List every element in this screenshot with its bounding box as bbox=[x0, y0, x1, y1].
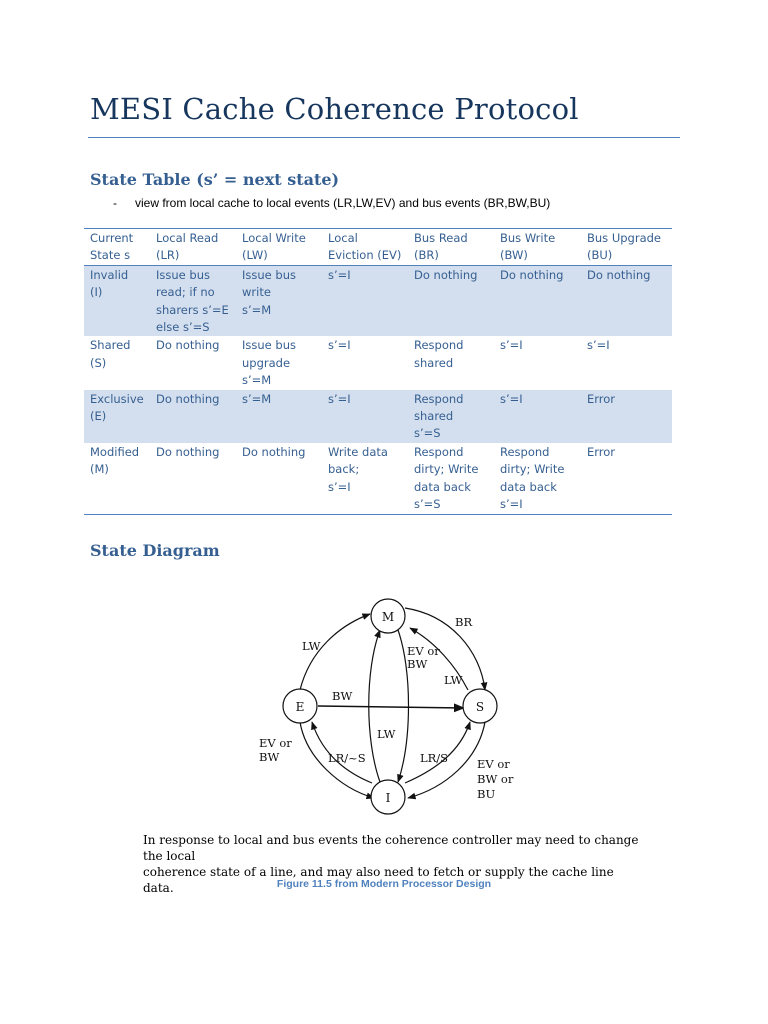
table-row bbox=[84, 265, 672, 336]
table-cell bbox=[150, 390, 236, 443]
cell-text: Respond bbox=[414, 391, 464, 406]
state-table-heading: State Table (s’ = next state) bbox=[90, 170, 340, 189]
cell-text: Issue bus bbox=[242, 338, 296, 353]
cell-text: dirty; Write bbox=[500, 462, 565, 477]
table-cell bbox=[494, 265, 581, 336]
header-text: (LR) bbox=[156, 248, 180, 263]
cell-text: Invalid bbox=[90, 267, 129, 282]
bullet-item bbox=[113, 196, 550, 210]
header-text: Bus Upgrade bbox=[587, 231, 661, 245]
state-label-s: S bbox=[475, 700, 485, 714]
cell-text: else s’=S bbox=[156, 320, 210, 335]
table-header-cell bbox=[322, 229, 408, 266]
table-cell bbox=[581, 443, 672, 514]
edge-label-lw-s-m: LW bbox=[444, 673, 463, 687]
cell-text: (E) bbox=[90, 409, 107, 424]
state-table bbox=[84, 228, 672, 515]
table-cell bbox=[581, 265, 672, 336]
table-cell bbox=[322, 336, 408, 389]
cell-text: (M) bbox=[90, 462, 109, 477]
header-text: Local Read bbox=[156, 231, 219, 245]
header-text: (BR) bbox=[414, 248, 439, 263]
cell-text: sharers s’=E bbox=[156, 302, 229, 317]
cell-text: Do nothing bbox=[242, 444, 306, 459]
header-text: (BW) bbox=[500, 248, 528, 263]
header-text: Eviction (EV) bbox=[328, 248, 402, 263]
state-cell bbox=[84, 390, 150, 443]
cell-text: (S) bbox=[90, 355, 107, 370]
table-header-cell bbox=[236, 229, 322, 266]
header-text: (BU) bbox=[587, 248, 613, 263]
table-header-cell bbox=[581, 229, 672, 266]
cell-text: data back bbox=[414, 479, 471, 494]
cell-text: s’=I bbox=[328, 338, 351, 353]
title-divider bbox=[88, 137, 680, 138]
cell-text: write bbox=[242, 285, 271, 300]
table-cell bbox=[408, 390, 494, 443]
table-cell bbox=[494, 390, 581, 443]
state-label-m: M bbox=[381, 610, 395, 624]
cell-text: s’=I bbox=[328, 391, 351, 406]
table-cell bbox=[322, 443, 408, 514]
table-header-cell bbox=[494, 229, 581, 266]
cell-text: Do nothing bbox=[414, 267, 478, 282]
figure-caption: Figure 11.5 from Modern Processor Design bbox=[276, 878, 492, 890]
cell-text: s’=I bbox=[328, 267, 351, 282]
edge-label-bw-e-s: BW bbox=[332, 689, 353, 703]
cell-text: data back bbox=[500, 479, 557, 494]
header-text: Current bbox=[90, 231, 134, 245]
table-cell bbox=[150, 336, 236, 389]
table-cell bbox=[236, 390, 322, 443]
cell-text: back; bbox=[328, 462, 360, 477]
table-cell bbox=[408, 265, 494, 336]
cell-text: read; if no bbox=[156, 285, 215, 300]
table-header-row bbox=[84, 229, 672, 266]
cell-text: s’=I bbox=[500, 497, 523, 512]
state-cell bbox=[84, 336, 150, 389]
edge-label-ev-bw-1: EV or bbox=[407, 644, 440, 658]
table-header-cell bbox=[150, 229, 236, 266]
table-cell bbox=[408, 336, 494, 389]
cell-text: s’=M bbox=[242, 373, 272, 388]
caption-line-1: In response to local and bus events the coherence controller may need to change the local bbox=[143, 833, 639, 863]
cell-text: Respond bbox=[500, 444, 550, 459]
cell-text: Modified bbox=[90, 444, 140, 459]
cell-text: Do nothing bbox=[500, 267, 564, 282]
table-cell bbox=[150, 443, 236, 514]
edge-label-br: BR bbox=[455, 615, 473, 629]
cell-text: Respond bbox=[414, 444, 464, 459]
cell-text: shared bbox=[414, 355, 454, 370]
cell-text: Do nothing bbox=[156, 391, 220, 406]
header-text: Local Write bbox=[242, 231, 306, 245]
table-cell bbox=[322, 390, 408, 443]
header-text: Bus Read bbox=[414, 231, 468, 245]
edge-label-lw-e-m: LW bbox=[302, 639, 321, 653]
edge-label-ev-bw-left-1: EV or bbox=[259, 736, 292, 750]
table-cell bbox=[494, 336, 581, 389]
cell-text: Issue bus bbox=[156, 267, 210, 282]
table-header-cell bbox=[408, 229, 494, 266]
table-cell bbox=[581, 390, 672, 443]
mesi-state-diagram bbox=[240, 590, 530, 820]
bullet-text: view from local cache to local events (LR,LW,EV) and bus events (BR,BW,BU) bbox=[135, 196, 551, 210]
cell-text: s’=I bbox=[500, 391, 523, 406]
caption-line-2: coherence state of a line, and may also need to fetch or supply the cache line data. bbox=[143, 865, 614, 895]
cell-text: dirty; Write bbox=[414, 462, 479, 477]
edge-label-ev-bw-bu-1: EV or bbox=[477, 757, 510, 771]
table-row bbox=[84, 443, 672, 514]
state-diagram-heading: State Diagram bbox=[90, 541, 220, 560]
cell-text: Do nothing bbox=[156, 338, 220, 353]
header-text: Local bbox=[328, 231, 358, 245]
cell-text: s’=S bbox=[414, 497, 441, 512]
edge-label-ev-bw-2: BW bbox=[407, 657, 428, 671]
table-cell bbox=[408, 443, 494, 514]
header-text: State s bbox=[90, 248, 131, 263]
bullet-marker: - bbox=[113, 196, 117, 210]
cell-text: s’=I bbox=[500, 338, 523, 353]
cell-text: s’=I bbox=[587, 338, 610, 353]
cell-text: Error bbox=[587, 444, 616, 459]
header-text: Bus Write bbox=[500, 231, 556, 245]
cell-text: Write data bbox=[328, 444, 388, 459]
edge-label-lr-not-s: LR/~S bbox=[328, 751, 366, 765]
table-cell bbox=[236, 336, 322, 389]
edge-e-to-s bbox=[318, 706, 464, 708]
page-title: MESI Cache Coherence Protocol bbox=[90, 92, 579, 126]
cell-text: s’=M bbox=[242, 302, 272, 317]
cell-text: Respond bbox=[414, 338, 464, 353]
cell-text: Error bbox=[587, 391, 616, 406]
state-label-i: I bbox=[385, 791, 391, 805]
cell-text: s’=I bbox=[328, 479, 351, 494]
cell-text: s’=M bbox=[242, 391, 272, 406]
table-cell bbox=[236, 443, 322, 514]
cell-text: Issue bus bbox=[242, 267, 296, 282]
header-text: (LW) bbox=[242, 248, 268, 263]
table-cell bbox=[581, 336, 672, 389]
edge-label-ev-bw-bu-3: BU bbox=[477, 787, 496, 801]
edge-label-ev-bw-left-2: BW bbox=[259, 750, 280, 764]
state-cell bbox=[84, 443, 150, 514]
cell-text: s’=S bbox=[414, 426, 441, 441]
table-cell bbox=[494, 443, 581, 514]
cell-text: (I) bbox=[90, 285, 103, 300]
table-cell bbox=[150, 265, 236, 336]
table-cell bbox=[322, 265, 408, 336]
cell-text: shared bbox=[414, 409, 454, 424]
cell-text: Do nothing bbox=[587, 267, 651, 282]
state-label-e: E bbox=[295, 700, 305, 714]
table-row bbox=[84, 390, 672, 443]
table-row bbox=[84, 336, 672, 389]
cell-text: Exclusive bbox=[90, 391, 144, 406]
cell-text: upgrade bbox=[242, 355, 291, 370]
cell-text: Shared bbox=[90, 338, 131, 353]
state-cell bbox=[84, 265, 150, 336]
table-header-cell bbox=[84, 229, 150, 266]
table-cell bbox=[236, 265, 322, 336]
edge-label-lw-i-m: LW bbox=[377, 727, 396, 741]
edge-label-ev-bw-bu-2: BW or bbox=[477, 772, 514, 786]
cell-text: Do nothing bbox=[156, 444, 220, 459]
edge-label-lr-s: LR/S bbox=[420, 751, 449, 765]
